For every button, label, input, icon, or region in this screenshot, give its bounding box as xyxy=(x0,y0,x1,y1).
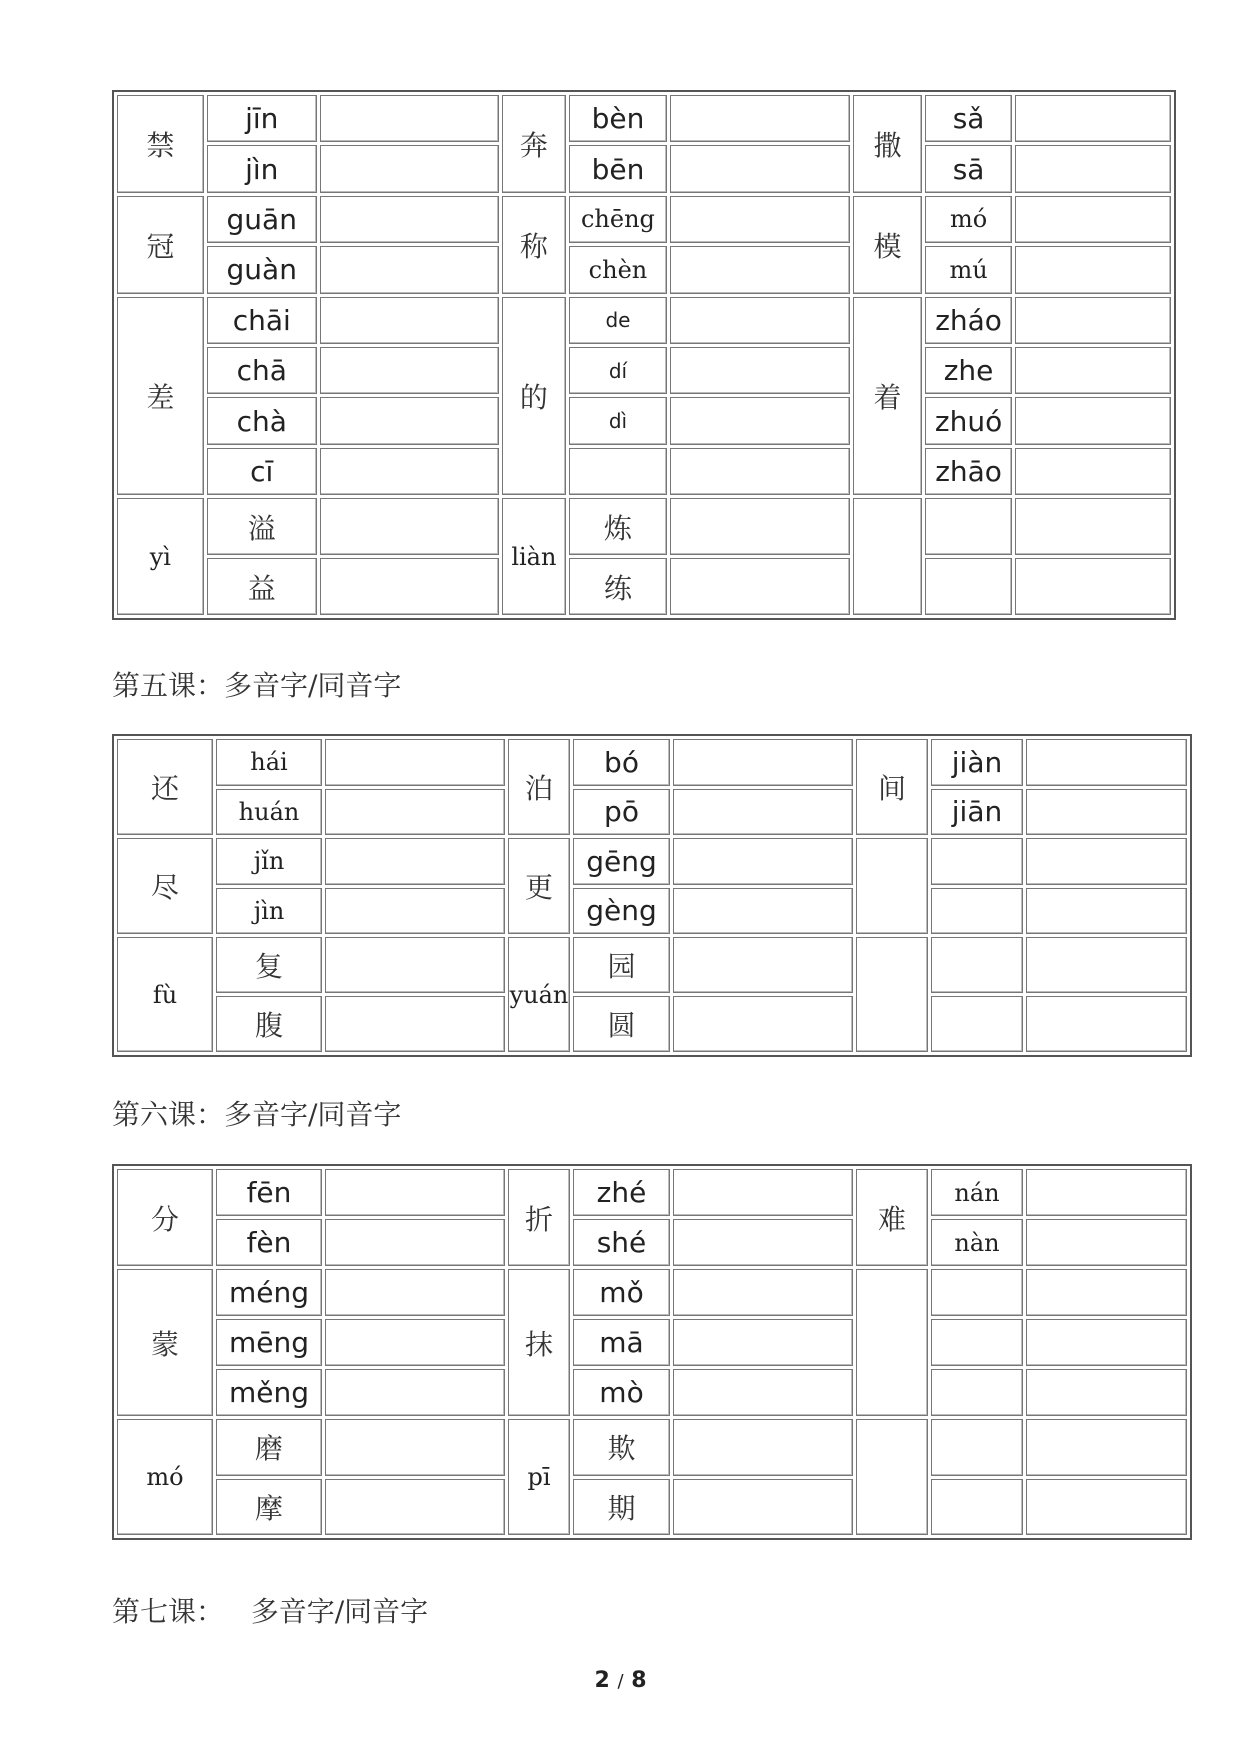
pinyin-cell: shé xyxy=(573,1219,670,1266)
blank-cell[interactable] xyxy=(931,1419,1023,1475)
blank-cell[interactable] xyxy=(925,558,1012,615)
pinyin-cell: chà xyxy=(207,397,317,444)
answer-cell[interactable] xyxy=(670,347,849,394)
pinyin-cell: dí xyxy=(569,347,668,394)
char-cell: 欺 xyxy=(573,1419,670,1475)
char-cell: 益 xyxy=(207,558,317,615)
table-row xyxy=(117,397,1171,444)
page-current: 2 xyxy=(594,1668,610,1693)
answer-cell[interactable] xyxy=(670,196,849,243)
answer-cell[interactable] xyxy=(1015,498,1171,555)
answer-cell[interactable] xyxy=(1026,888,1187,935)
pinyin-cell: guān xyxy=(207,196,317,243)
pinyin-cell: gèng xyxy=(573,888,670,935)
answer-cell[interactable] xyxy=(1015,397,1171,444)
char-cell: 抹 xyxy=(508,1269,570,1416)
table-row xyxy=(117,1369,1187,1416)
pinyin-cell: mú xyxy=(925,246,1012,293)
answer-cell[interactable] xyxy=(673,1479,853,1536)
char-cell: 难 xyxy=(856,1169,928,1266)
pinyin-cell: zháo xyxy=(925,297,1012,344)
table-row xyxy=(117,838,1187,885)
pinyin-cell: hái xyxy=(216,739,322,786)
table-row xyxy=(117,789,1187,836)
pinyin-cell: bó xyxy=(573,739,670,786)
table-row xyxy=(117,888,1187,935)
lesson-7-heading: 第七课： 多音字/同音字 xyxy=(112,1595,429,1628)
blank-cell[interactable] xyxy=(931,1369,1023,1416)
answer-cell[interactable] xyxy=(673,838,853,885)
pinyin-cell: jǐn xyxy=(216,838,322,885)
pinyin-cell: chèn xyxy=(569,246,668,293)
pinyin-cell: mǒ xyxy=(573,1269,670,1316)
pinyin-cell: fù xyxy=(117,937,213,1052)
pinyin-cell: jiān xyxy=(931,789,1023,836)
answer-cell[interactable] xyxy=(325,996,505,1052)
blank-cell[interactable] xyxy=(856,1269,928,1416)
pinyin-cell: mò xyxy=(573,1369,670,1416)
answer-cell[interactable] xyxy=(1015,145,1171,192)
char-cell: 分 xyxy=(117,1169,213,1266)
pinyin-cell: bēn xyxy=(569,145,668,192)
char-cell: 称 xyxy=(502,196,565,294)
char-cell: 复 xyxy=(216,937,322,993)
pinyin-cell: zhe xyxy=(925,347,1012,394)
pinyin-cell: jiàn xyxy=(931,739,1023,786)
char-cell: 炼 xyxy=(569,498,668,555)
pinyin-cell: chāi xyxy=(207,297,317,344)
answer-cell[interactable] xyxy=(325,838,505,885)
char-cell: 禁 xyxy=(117,95,204,193)
char-cell: 尽 xyxy=(117,838,213,934)
answer-cell[interactable] xyxy=(1026,789,1187,836)
answer-cell[interactable] xyxy=(673,1269,853,1316)
pinyin-cell: mēng xyxy=(216,1319,322,1366)
table-row xyxy=(117,448,1171,495)
answer-cell[interactable] xyxy=(1026,1369,1187,1416)
answer-cell[interactable] xyxy=(325,1269,505,1316)
pinyin-cell: jìn xyxy=(216,888,322,935)
answer-cell[interactable] xyxy=(325,1369,505,1416)
table-lesson4 xyxy=(112,90,1176,620)
char-cell: 园 xyxy=(573,937,670,993)
pinyin-cell: yuán xyxy=(508,937,570,1052)
pinyin-cell: sǎ xyxy=(925,95,1012,142)
pinyin-cell: pō xyxy=(573,789,670,836)
blank-cell[interactable] xyxy=(931,1479,1023,1536)
answer-cell[interactable] xyxy=(673,1219,853,1266)
table-row xyxy=(117,297,1171,344)
pinyin-cell: huán xyxy=(216,789,322,836)
page-number xyxy=(0,1668,1241,1693)
pinyin-cell: guàn xyxy=(207,246,317,293)
table-row xyxy=(117,498,1171,555)
char-cell: 圆 xyxy=(573,996,670,1052)
answer-cell[interactable] xyxy=(673,1169,853,1216)
blank-cell[interactable] xyxy=(931,996,1023,1052)
pinyin-cell: jìn xyxy=(207,145,317,192)
char-cell: 着 xyxy=(853,297,922,496)
table-row xyxy=(117,1219,1187,1266)
page-total: 8 xyxy=(631,1668,647,1693)
pinyin-cell: de xyxy=(569,297,668,344)
answer-cell[interactable] xyxy=(670,558,849,615)
answer-cell[interactable] xyxy=(1026,1479,1187,1536)
answer-cell[interactable] xyxy=(670,246,849,293)
pinyin-cell: zhuó xyxy=(925,397,1012,444)
char-cell: 模 xyxy=(853,196,922,294)
table-row xyxy=(117,196,1171,243)
table-row xyxy=(117,996,1187,1052)
answer-cell[interactable] xyxy=(673,1319,853,1366)
pinyin-cell: jīn xyxy=(207,95,317,142)
answer-cell[interactable] xyxy=(1015,95,1171,142)
pinyin-cell: nàn xyxy=(931,1219,1023,1266)
blank-cell[interactable] xyxy=(856,937,928,1052)
pinyin-cell: fèn xyxy=(216,1219,322,1266)
answer-cell[interactable] xyxy=(1015,196,1171,243)
char-cell: 磨 xyxy=(216,1419,322,1475)
answer-cell[interactable] xyxy=(320,448,499,495)
answer-cell[interactable] xyxy=(320,347,499,394)
page-separator: / xyxy=(617,1671,624,1692)
char-cell: 腹 xyxy=(216,996,322,1052)
pinyin-cell: zhāo xyxy=(925,448,1012,495)
pinyin-cell: měng xyxy=(216,1369,322,1416)
pinyin-cell: dì xyxy=(569,397,668,444)
answer-cell[interactable] xyxy=(1015,246,1171,293)
char-cell: 蒙 xyxy=(117,1269,213,1416)
char-cell: 奔 xyxy=(502,95,565,193)
char-cell: 折 xyxy=(508,1169,570,1266)
answer-cell[interactable] xyxy=(320,145,499,192)
answer-cell[interactable] xyxy=(325,1169,505,1216)
blank-cell[interactable] xyxy=(931,937,1023,993)
char-cell: 的 xyxy=(502,297,565,496)
answer-cell[interactable] xyxy=(325,1419,505,1475)
answer-cell[interactable] xyxy=(320,95,499,142)
blank-cell[interactable] xyxy=(931,838,1023,885)
answer-cell[interactable] xyxy=(1026,1419,1187,1475)
answer-cell[interactable] xyxy=(1026,1219,1187,1266)
pinyin-cell: yì xyxy=(117,498,204,615)
lesson-6-heading: 第六课：多音字/同音字 xyxy=(112,1098,402,1131)
char-cell: 期 xyxy=(573,1479,670,1536)
answer-cell[interactable] xyxy=(673,1369,853,1416)
char-cell: 撒 xyxy=(853,95,922,193)
blank-cell[interactable] xyxy=(931,1269,1023,1316)
pinyin-cell: chā xyxy=(207,347,317,394)
pinyin-cell: méng xyxy=(216,1269,322,1316)
pinyin-cell: cī xyxy=(207,448,317,495)
answer-cell[interactable] xyxy=(320,246,499,293)
table-row xyxy=(117,347,1171,394)
pinyin-cell: fēn xyxy=(216,1169,322,1216)
pinyin-cell: chēng xyxy=(569,196,668,243)
answer-cell[interactable] xyxy=(670,448,849,495)
blank-cell[interactable] xyxy=(853,498,922,615)
answer-cell[interactable] xyxy=(325,739,505,786)
answer-cell[interactable] xyxy=(670,297,849,344)
answer-cell[interactable] xyxy=(1026,1319,1187,1366)
table-row xyxy=(117,1269,1187,1316)
answer-cell[interactable] xyxy=(1026,838,1187,885)
answer-cell[interactable] xyxy=(670,498,849,555)
pinyin-cell: mó xyxy=(117,1419,213,1535)
char-cell: 更 xyxy=(508,838,570,934)
answer-cell[interactable] xyxy=(1026,1269,1187,1316)
pinyin-cell: zhé xyxy=(573,1169,670,1216)
char-cell: 溢 xyxy=(207,498,317,555)
answer-cell[interactable] xyxy=(673,996,853,1052)
answer-cell[interactable] xyxy=(1026,1169,1187,1216)
char-cell: 练 xyxy=(569,558,668,615)
answer-cell[interactable] xyxy=(1026,996,1187,1052)
char-cell: 间 xyxy=(856,739,928,835)
blank-cell[interactable] xyxy=(856,1419,928,1535)
char-cell: 摩 xyxy=(216,1479,322,1536)
pinyin-cell: gēng xyxy=(573,838,670,885)
table-row xyxy=(117,558,1171,615)
table-row xyxy=(117,1419,1187,1475)
char-cell: 泊 xyxy=(508,739,570,835)
table-lesson5 xyxy=(112,734,1192,1057)
answer-cell[interactable] xyxy=(325,888,505,935)
table-row xyxy=(117,246,1171,293)
lesson-5-heading: 第五课：多音字/同音字 xyxy=(112,669,402,702)
answer-cell[interactable] xyxy=(320,397,499,444)
pinyin-cell: bèn xyxy=(569,95,668,142)
answer-cell[interactable] xyxy=(673,937,853,993)
char-cell: 差 xyxy=(117,297,204,496)
pinyin-cell: pī xyxy=(508,1419,570,1535)
blank-cell[interactable] xyxy=(931,1319,1023,1366)
table-row xyxy=(117,739,1187,786)
answer-cell[interactable] xyxy=(673,739,853,786)
char-cell: 还 xyxy=(117,739,213,835)
table-row xyxy=(117,1479,1187,1536)
blank-cell[interactable] xyxy=(925,498,1012,555)
answer-cell[interactable] xyxy=(670,145,849,192)
answer-cell[interactable] xyxy=(1015,448,1171,495)
table-lesson6 xyxy=(112,1164,1192,1540)
table-row xyxy=(117,145,1171,192)
table-row xyxy=(117,1169,1187,1216)
answer-cell[interactable] xyxy=(1015,297,1171,344)
answer-cell[interactable] xyxy=(325,789,505,836)
answer-cell[interactable] xyxy=(320,558,499,615)
pinyin-cell: nán xyxy=(931,1169,1023,1216)
answer-cell[interactable] xyxy=(320,297,499,344)
answer-cell[interactable] xyxy=(673,1419,853,1475)
answer-cell[interactable] xyxy=(673,789,853,836)
answer-cell[interactable] xyxy=(673,888,853,935)
answer-cell[interactable] xyxy=(670,397,849,444)
answer-cell[interactable] xyxy=(325,937,505,993)
char-cell: 冠 xyxy=(117,196,204,294)
pinyin-cell: mā xyxy=(573,1319,670,1366)
answer-cell[interactable] xyxy=(670,95,849,142)
table-row xyxy=(117,95,1171,142)
answer-cell[interactable] xyxy=(1026,937,1187,993)
answer-cell[interactable] xyxy=(325,1219,505,1266)
blank-cell[interactable] xyxy=(856,838,928,934)
pinyin-cell: liàn xyxy=(502,498,565,615)
answer-cell[interactable] xyxy=(320,196,499,243)
pinyin-cell: sā xyxy=(925,145,1012,192)
answer-cell[interactable] xyxy=(325,1479,505,1536)
answer-cell[interactable] xyxy=(1026,739,1187,786)
table-row xyxy=(117,1319,1187,1366)
blank-cell[interactable] xyxy=(931,888,1023,935)
pinyin-cell: mó xyxy=(925,196,1012,243)
table-row xyxy=(117,937,1187,993)
answer-cell[interactable] xyxy=(325,1319,505,1366)
answer-cell[interactable] xyxy=(1015,347,1171,394)
pinyin-cell xyxy=(569,448,668,495)
answer-cell[interactable] xyxy=(320,498,499,555)
answer-cell[interactable] xyxy=(1015,558,1171,615)
